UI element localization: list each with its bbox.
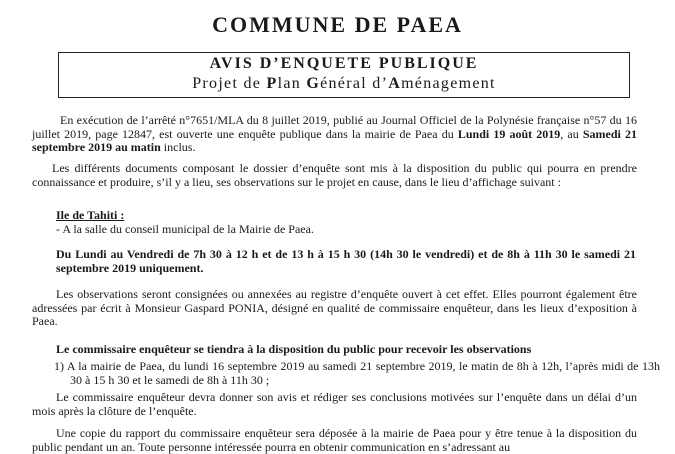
paragraph-observations: Les observations seront consignées ou annexées au registre d’enquête ouvert à cet effet. Elles pourront également être adressées par écrit à Monsieur Gaspard PONIA, désigné en qualité de commissaire enquêteur, dans les lieux d’exposition à Paea.	[32, 287, 637, 328]
location-heading: Ile de Tahiti :	[56, 208, 125, 222]
notice-subtitle: Projet de Plan Général d’Aménagement	[192, 75, 496, 92]
commissioner-item-1: 1) A la mairie de Paea, du lundi 16 septembre 2019 au samedi 21 septembre 2019, le matin de 8h à 12h, l’après midi de 13h 30 à 15 h 30 et le samedi de 8h à 11h 30 ;	[54, 359, 660, 387]
opening-hours: Du Lundi au Vendredi de 7h 30 à 12 h et de 13 h à 15 h 30 (14h 30 le vendredi) et de 8h à 11h 30 le samedi 21 septembre 2019 uniquement.	[56, 247, 636, 275]
paragraph-report-copy: Une copie du rapport du commissaire enquêteur sera déposée à la mairie de Paea pour y être tenue à la disposition du public pendant un an. Toute personne intéressée pourra en obtenir communication en s’adressant au	[32, 426, 637, 454]
notice-title-box	[58, 52, 630, 98]
commune-title: COMMUNE DE PAEA	[212, 12, 463, 37]
commissioner-heading: Le commissaire enquêteur se tiendra à la disposition du public pour recevoir les observations	[56, 342, 532, 356]
paragraph-conclusions: Le commissaire enquêteur devra donner son avis et rédiger ses conclusions motivées sur l’enquête dans un délai d’un mois après la clôture de l’enquête.	[32, 390, 637, 418]
location-item: - A la salle du conseil municipal de la Mairie de Paea.	[56, 222, 314, 236]
notice-title: AVIS D’ENQUETE PUBLIQUE	[209, 55, 479, 72]
paragraph-decree: En exécution de l’arrêté n°7651/MLA du 8 juillet 2019, publié au Journal Officiel de la Polynésie française n°57 du 16 juillet 2019, page 12847, est ouverte une enquête publique dans la mairie de Paea du Lundi 19 août 2019, au Samedi 21 septembre 2019 au matin inclus.	[32, 113, 637, 154]
paragraph-documents: Les différents documents composant le dossier d’enquête sont mis à la disposition du public qui pourra en prendre connaissance et produire, s’il y a lieu, ses observations sur le projet en cause, dans le lieu d’affichage suivant :	[32, 161, 637, 189]
